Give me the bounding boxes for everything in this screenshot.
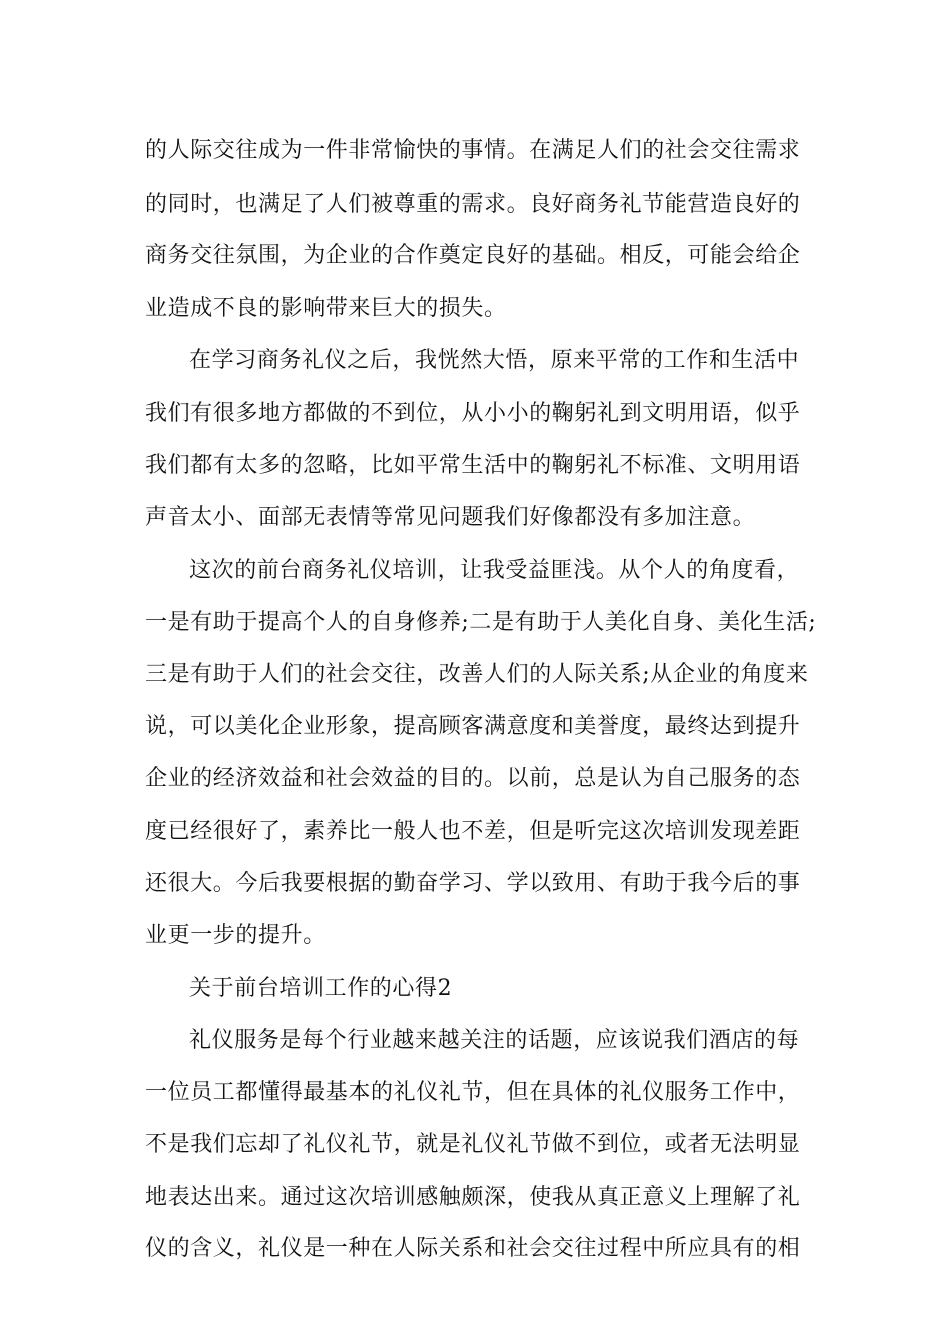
paragraph-first-line: 在学习商务礼仪之后，我恍然大悟，原来平常的工作和生活中	[189, 348, 800, 373]
text-line: 业造成不良的影响带来巨大的损失。	[145, 296, 507, 321]
text-line: 的同时，也满足了人们被尊重的需求。良好商务礼节能营造良好的	[145, 192, 801, 217]
text-line: 声音太小、面部无表情等常见问题我们好像都没有多加注意。	[145, 505, 756, 530]
text-line: 的人际交往成为一件非常愉快的事情。在满足人们的社会交往需求	[145, 138, 801, 163]
text-line: 地表达出来。通过这次培训感触颇深，使我从真正意义上理解了礼	[145, 1185, 801, 1210]
text-line: 一是有助于提高个人的自身修养;二是有助于人美化自身、美化生活;	[145, 610, 817, 635]
text-line: 还很大。今后我要根据的勤奋学习、学以致用、有助于我今后的事	[145, 871, 801, 896]
text-line: 我们有很多地方都做的不到位，从小小的鞠躬礼到文明用语，似乎	[145, 401, 801, 426]
text-line: 我们都有太多的忽略，比如平常生活中的鞠躬礼不标准、文明用语	[145, 453, 801, 478]
paragraph-first-line: 这次的前台商务礼仪培训，让我受益匪浅。从个人的角度看，	[189, 558, 800, 583]
text-line: 度已经很好了，素养比一般人也不差，但是听完这次培训发现差距	[145, 819, 801, 844]
text-line: 业更一步的提升。	[145, 923, 326, 948]
text-line: 三是有助于人们的社会交往，改善人们的人际关系;从企业的角度来	[145, 662, 809, 687]
paragraph-first-line: 礼仪服务是每个行业越来越关注的话题，应该说我们酒店的每	[189, 1028, 800, 1053]
text-line: 仪的含义，礼仪是一种在人际关系和社会交往过程中所应具有的相	[145, 1236, 801, 1261]
text-line: 不是我们忘却了礼仪礼节，就是礼仪礼节做不到位，或者无法明显	[145, 1132, 801, 1157]
text-line: 一位员工都懂得最基本的礼仪礼节，但在具体的礼仪服务工作中，	[145, 1080, 801, 1105]
text-line: 企业的经济效益和社会效益的目的。以前，总是认为自己服务的态	[145, 766, 801, 791]
section-heading: 关于前台培训工作的心得2	[189, 976, 453, 1001]
text-line: 商务交往氛围，为企业的合作奠定良好的基础。相反，可能会给企	[145, 243, 801, 268]
text-line: 说，可以美化企业形象，提高顾客满意度和美誉度，最终达到提升	[145, 714, 801, 739]
